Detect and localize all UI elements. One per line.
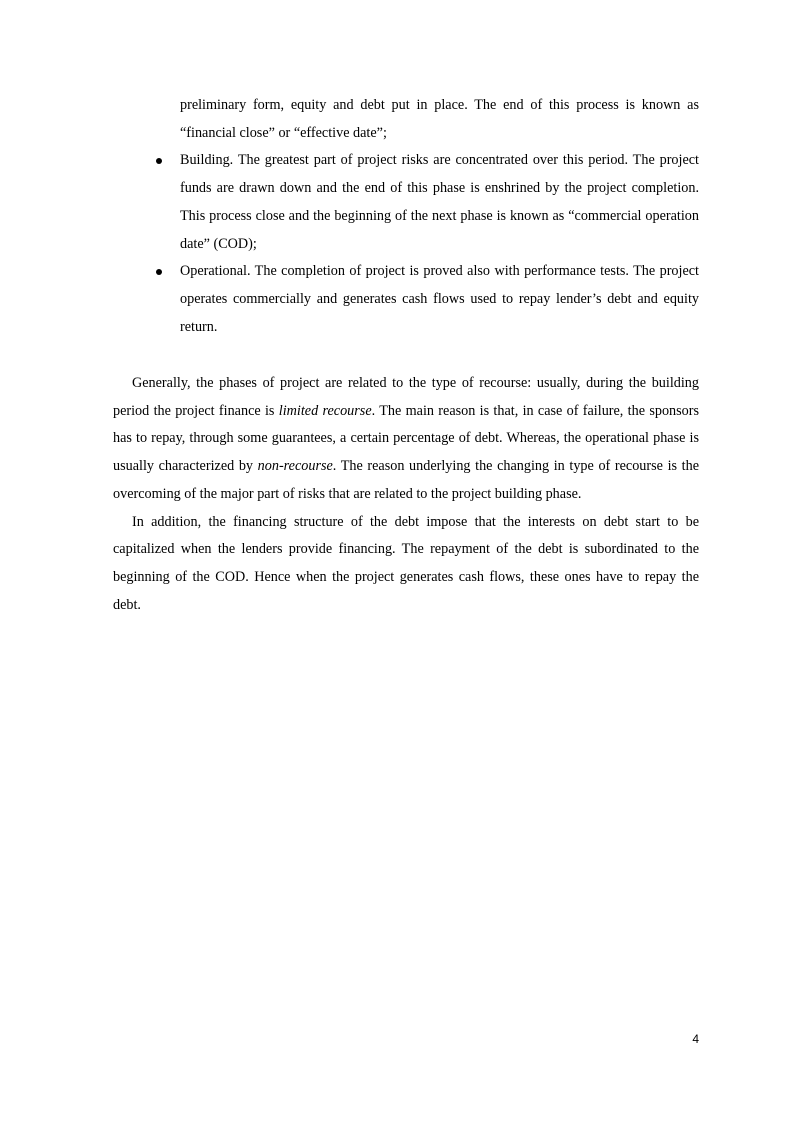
paragraph-text: Generally, the phases of project are related to the type of recourse: usually, during the building period the project finance is — [113, 375, 699, 419]
emphasis-non-recourse: non-recourse — [257, 458, 333, 475]
phase-bullet-list — [180, 92, 699, 341]
paragraph-financing-structure: In addition, the financing structure of the debt impose that the interests on debt start to be capitalized when the lenders provide financing. The repayment of the debt is subordinated to the beginning of the COD. Hence when the project generates cash flows, these ones have to repay the debt. — [113, 513, 699, 613]
body-text — [113, 370, 699, 619]
bullet-icon — [156, 158, 162, 164]
list-item-text: preliminary form, equity and debt put in place. The end of this process is known as “financial close” or “effective date”; — [180, 97, 699, 141]
paragraph-text: . The reason underlying the changing in type of recourse is the overcoming of the major part of risks that are related to the project building phase. — [113, 458, 699, 502]
list-item-continuation — [180, 92, 699, 147]
page-number: 4 — [692, 1032, 699, 1046]
paragraph-recourse — [113, 370, 699, 509]
list-item-text: Building. The greatest part of project risks are concentrated over this period. The project funds are drawn down and the end of this phase is enshrined by the project completion. This process close and the beginning of the next phase is known as “commercial operation date” (COD); — [180, 152, 699, 252]
paragraph-text: . The main reason is that, in case of failure, the sponsors has to repay, through some guarantees, a certain percentage of debt. Whereas, the operational phase is usually characterized by — [113, 402, 699, 475]
list-item-building — [180, 147, 699, 258]
emphasis-limited-recourse: limited recourse — [278, 402, 372, 419]
list-item-text: Operational. The completion of project is proved also with performance tests. The project operates commercially and generates cash flows used to repay lender’s debt and equity return. — [180, 263, 699, 335]
list-item-operational — [180, 258, 699, 341]
bullet-icon — [156, 269, 162, 275]
